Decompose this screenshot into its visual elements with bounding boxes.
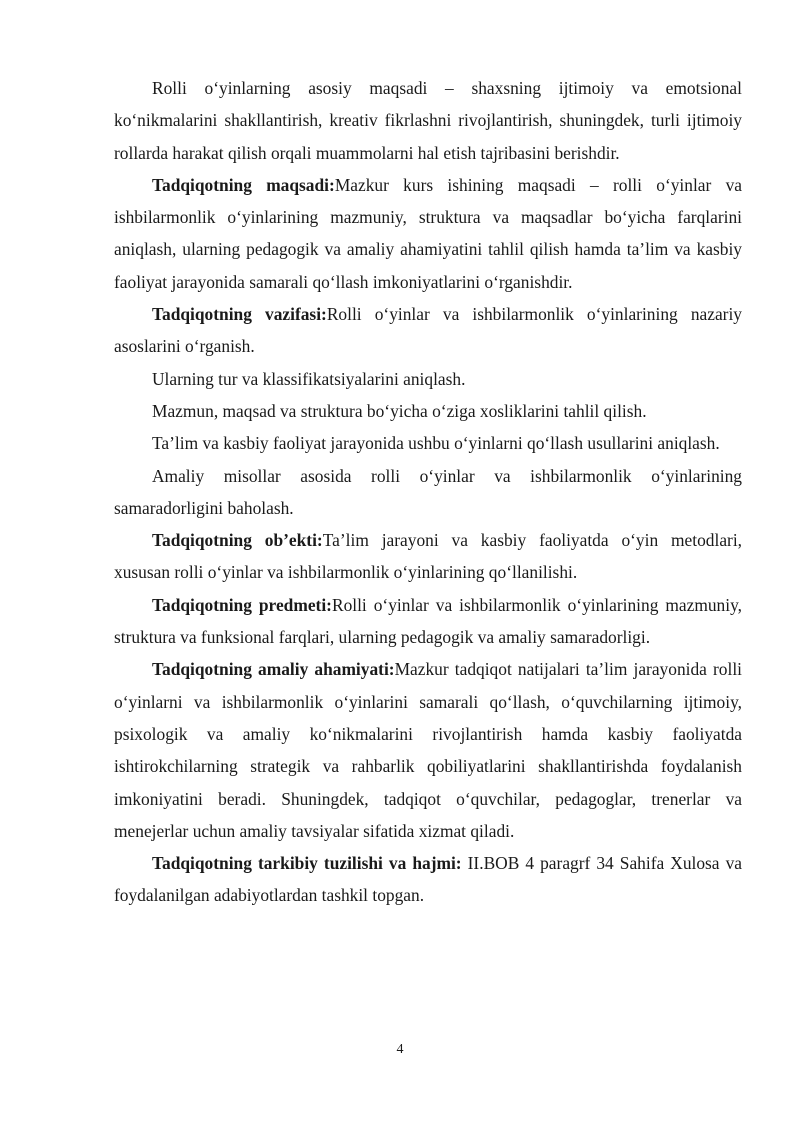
paragraph-text: Mazkur kurs ishining maqsadi – rolli o‘yinlar va ishbilarmonlik o‘yinlarining mazmuniy, struktura va maqsadlar bo‘yicha farqlarini aniqlash, ularning pedagogik va amaliy ahamiyatini tahlil qilish hamda ta’lim va kasbiy faoliyat jarayonida samarali qo‘llash imkoniyatlarini o‘rganishdir. <box>114 174 742 292</box>
paragraph-text: Amaliy misollar asosida rolli o‘yinlar va ishbilarmonlik o‘yinlarining samaradorligini baholash. <box>114 465 742 518</box>
page-number: 4 <box>396 1042 404 1057</box>
paragraph-label: Tadqiqotning predmeti: <box>152 594 332 615</box>
paragraph-text: II.BOB 4 paragrf 34 Sahifa Xulosa va foydalanilgan adabiyotlardan tashkil topgan. <box>114 853 742 906</box>
paragraph-text: Ta’lim va kasbiy faoliyat jarayonida ushbu o‘yinlarni qo‘llash usullarini aniqlash. <box>152 433 720 454</box>
paragraph-research-goal <box>114 169 742 298</box>
paragraph-text: Rolli o‘yinlar va ishbilarmonlik o‘yinlarining mazmuniy, struktura va funksional farqlari, ularning pedagogik va amaliy samaradorligi. <box>114 594 742 648</box>
paragraph-research-subject <box>114 589 742 654</box>
paragraph-label: Tadqiqotning maqsadi: <box>152 174 335 195</box>
paragraph-label: Tadqiqotning vazifasi: <box>152 304 327 325</box>
paragraph-text: Rolli o‘yinlarning asosiy maqsadi – shaxsning ijtimoiy va emotsional ko‘nikmalarini shakllantirish, kreativ fikrlashni rivojlantirish, shuningdek, turli ijtimoiy rollarda harakat qilish orqali muammolarni hal etish tajribasini berishdir. <box>114 78 742 163</box>
document-page <box>114 72 742 912</box>
paragraph-task-evaluation <box>114 460 742 525</box>
paragraph-task-classification <box>114 363 742 395</box>
paragraph-intro <box>114 72 742 169</box>
paragraph-text: Ularning tur va klassifikatsiyalarini aniqlash. <box>152 368 466 389</box>
paragraph-label: Tadqiqotning ob’ekti: <box>152 530 323 551</box>
paragraph-practical-significance <box>114 653 742 847</box>
paragraph-research-object <box>114 524 742 589</box>
paragraph-label: Tadqiqotning amaliy ahamiyati: <box>152 659 395 680</box>
paragraph-research-tasks <box>114 298 742 363</box>
paragraph-text: Rolli o‘yinlar va ishbilarmonlik o‘yinlarining nazariy asoslarini o‘rganish. <box>114 304 742 357</box>
paragraph-label: Tadqiqotning tarkibiy tuzilishi va hajmi: <box>152 853 462 874</box>
paragraph-task-methods <box>114 427 742 459</box>
paragraph-structure-volume <box>114 847 742 912</box>
paragraph-task-analysis <box>114 395 742 427</box>
paragraph-text: Mazkur tadqiqot natijalari ta’lim jarayonida rolli o‘yinlarni va ishbilarmonlik o‘yinlarini samarali qo‘llash, o‘quvchilarning ijtimoiy, psixologik va amaliy ko‘nikmalarini rivojlantirish hamda kasbiy faoliyatda ishtirokchilarning strategik va rahbarlik qobiliyatlarini shakllantirishda foydalanish imkoniyatini beradi. Shuningdek, tadqiqot o‘quvchilar, pedagoglar, trenerlar va menejerlar uchun amaliy tavsiyalar sifatida xizmat qiladi. <box>114 659 742 841</box>
paragraph-text: Mazmun, maqsad va struktura bo‘yicha o‘ziga xosliklarini tahlil qilish. <box>152 400 647 421</box>
paragraph-text: Ta’lim jarayoni va kasbiy faoliyatda o‘yin metodlari, xususan rolli o‘yinlar va ishbilarmonlik o‘yinlarining qo‘llanilishi. <box>114 530 743 583</box>
